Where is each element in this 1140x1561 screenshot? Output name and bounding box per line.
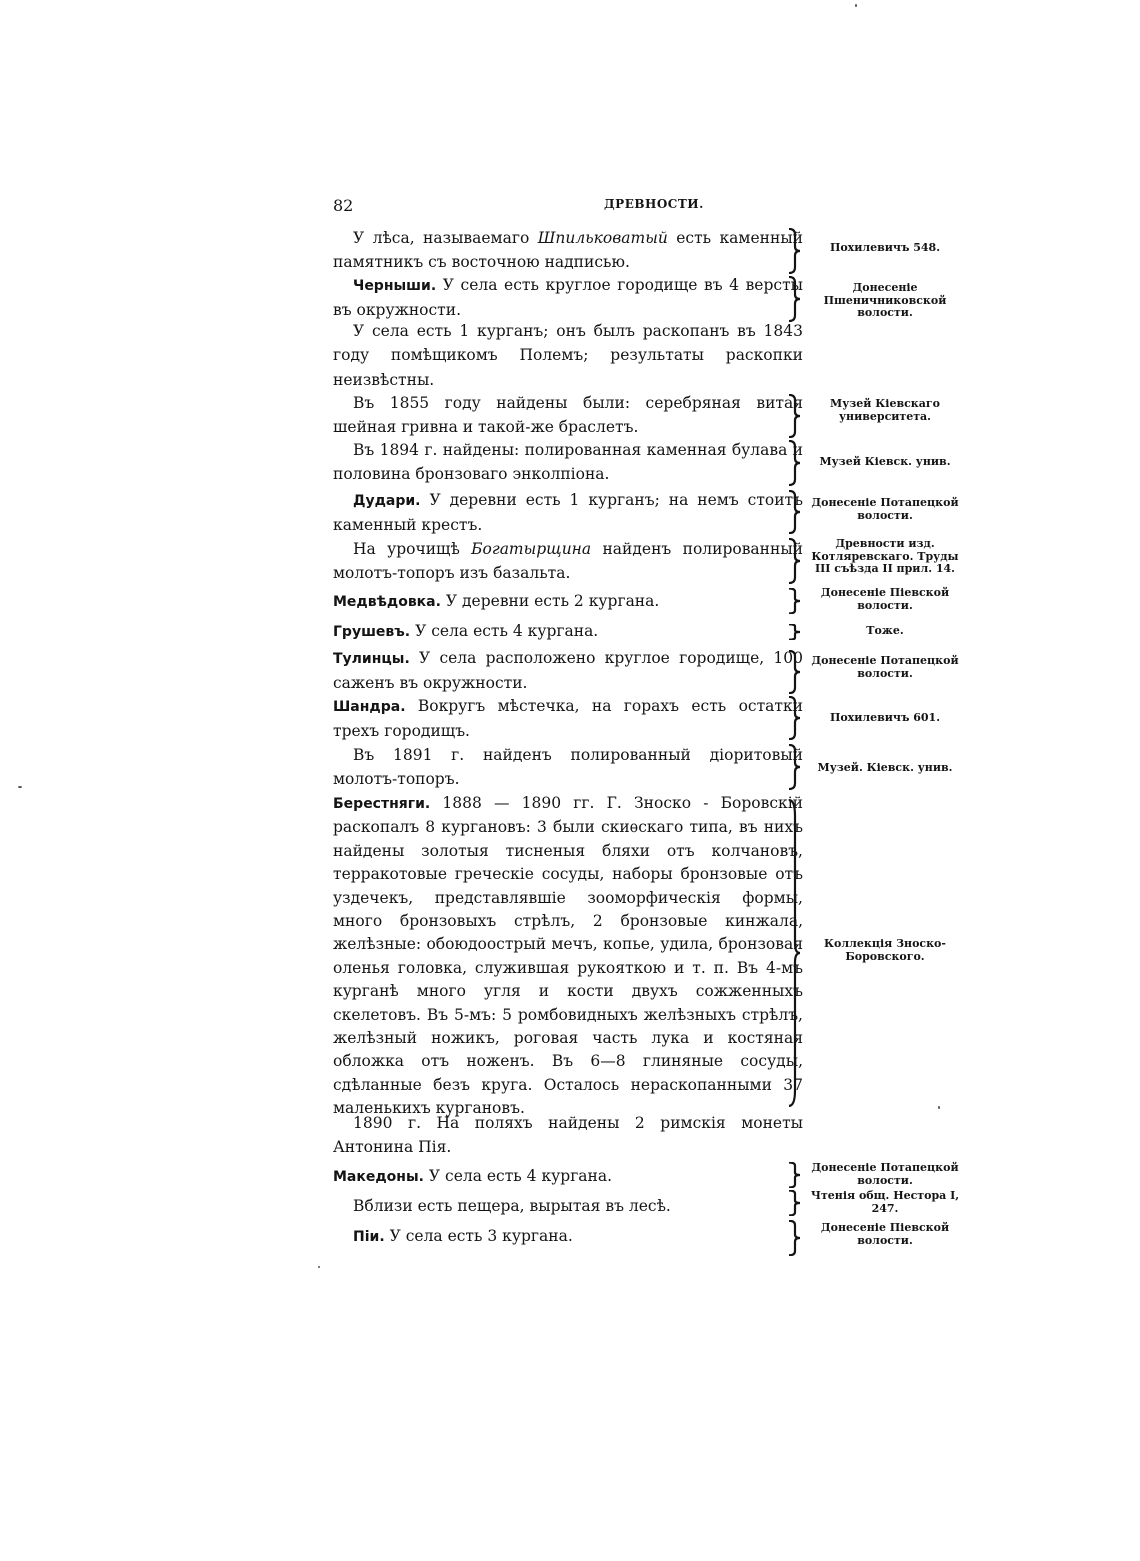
entry-bogatyrshchina [333,537,803,586]
marginal-note: Музей. Кіевск. унив. [817,761,953,774]
place-name: Тулинцы. [333,651,410,667]
place-name: Шандра. [333,699,406,715]
place-term: Богатырщина [471,540,592,558]
brace [786,744,802,790]
entry-berestnyagi [333,792,803,1121]
entry-text: У лѣса, называемаго Шпильковатый есть каменный памятникъ съ восточною надписью. [333,229,803,272]
brace [786,1162,802,1188]
place-name: Медвѣдовка. [333,594,441,610]
marginal-note: Коллекція Зноско-Боровского. [824,937,946,963]
scan-speck [855,4,857,7]
scan-speck [18,786,22,788]
brace [786,1190,802,1216]
marginal-note: Донесеніе Пшеничниковской волости. [823,281,947,319]
entry-text: Піи. У села есть 3 кургана. [353,1227,573,1245]
entry-1855 [333,391,803,440]
entry-makedony [333,1164,803,1189]
entry-dudari [333,488,803,538]
entry-kurgan-1843 [333,319,803,392]
place-name: Дудари. [353,493,421,509]
brace [786,490,802,534]
entry-shandra [333,694,803,744]
entry-text: Берестняги. 1888 — 1890 гг. Г. Зноско - Боровскій раскопалъ 8 кургановъ: 3 были скиѳскаго типа, въ нихъ найдены золотыя тисненыя бляхи отъ колчановъ, терракотовые греческіе сосуды, наборы бронзовые отъ уздечекъ, представлявшіе зооморфическія формы, много бронзовыхъ стрѣлъ, 2 бронзовые кинжала, желѣзные: обоюдоострый мечъ, копье, удила, бронзовая оленья головка, служившая рукояткою и т. п. Въ 4-мъ курганѣ много угля и кости двухъ сожженныхъ скелетовъ. Въ 5-мъ: 5 ромбовидныхъ желѣзныхъ стрѣлъ, желѣзный ножикъ, роговая часть лука и костяная обложка отъ ноженъ. Въ 6—8 глиняные сосуды, сдѣланные безъ круга. Осталось нераскопанными 37 маленькихъ кургановъ. [333,794,803,1118]
brace [786,440,802,486]
marginal-note: Донесеніе Піевской волости. [820,1221,950,1247]
entry-text: Въ 1891 г. найденъ полированный діоритовый молотъ-топоръ. [333,746,803,789]
brace [786,797,802,1109]
brace [786,1220,802,1256]
entry-shpilkovaty [333,226,803,275]
place-term: Шпильковатый [537,229,668,247]
brace [786,538,802,584]
entry-pii [333,1224,803,1249]
brace [786,276,802,322]
page-number: 82 [333,196,354,215]
brace [786,624,802,640]
scan-speck [318,1266,320,1268]
scan-speck [938,1106,940,1109]
entry-chernyshi [333,273,803,323]
entry-cave [333,1194,803,1218]
brace [786,588,802,614]
entry-text: Въ 1855 году найдены были: серебряная витая шейная гривна и такой-же браслетъ. [333,394,803,437]
marginal-note: Музей Кіевскаго университета. [830,397,940,423]
entry-grushev [333,619,803,644]
entry-medvedovka [333,589,803,614]
entry-1894 [333,438,803,487]
entry-1890-coins [333,1111,803,1160]
marginal-note: Музей Кіевск. унив. [819,455,951,468]
place-name: Черныши. [353,278,437,294]
entry-text: Дудари. У деревни есть 1 курганъ; на немъ стоитъ каменный крестъ. [333,491,803,535]
marginal-note: Чтенія общ. Нестора I, 247. [810,1189,960,1215]
marginal-note: Донесеніе Потапецкой волости. [811,1161,959,1187]
entry-tulintsy [333,646,803,696]
place-name: Піи. [353,1229,385,1245]
entry-text: На урочищѣ Богатырщина найденъ полированный молотъ-топоръ изъ базальта. [333,540,804,583]
brace [786,650,802,694]
entry-text: Въ 1894 г. найдены: полированная каменная булава и половина бронзоваго энколпіона. [333,441,803,484]
marginal-note: Донесеніе Потапецкой волости. [811,496,959,522]
entry-1891 [333,743,803,792]
place-name: Грушевъ. [333,624,411,640]
place-name: Берестняги. [333,796,431,812]
marginal-note: Похилевичъ 548. [829,241,941,254]
entry-text: Тулинцы. У села расположено круглое городище, 100 саженъ въ окружности. [333,649,803,693]
place-name: Македоны. [333,1169,424,1185]
entry-text: 1890 г. На поляхъ найдены 2 римскія монеты Антонина Пія. [333,1114,803,1157]
marginal-note: Донесеніе Піевской волости. [820,586,950,612]
entry-text: Шандра. Вокругъ мѣстечка, на горахъ есть остатки трехъ городищъ. [333,697,803,741]
entry-text: У села есть 1 курганъ; онъ былъ раскопанъ въ 1843 году помѣщикомъ Полемъ; результаты раскопки неизвѣстны. [333,322,803,389]
marginal-note: Тоже. [866,624,904,637]
brace [786,394,802,438]
marginal-note: Похилевичъ 601. [829,711,941,724]
running-title: ДРЕВНОСТИ. [604,197,704,211]
marginal-note: Древности изд. Котляревскаго. Труды III съѣзда II прил. 14. [811,537,959,575]
brace [786,228,802,274]
entry-text: Черныши. У села есть круглое городище въ 4 версты въ окружности. [333,276,803,320]
entry-text: Македоны. У села есть 4 кургана. [333,1167,613,1185]
entry-text: Вблизи есть пещера, вырытая въ лесѣ. [353,1197,671,1215]
entry-text: Грушевъ. У села есть 4 кургана. [333,622,599,640]
entry-text: Медвѣдовка. У деревни есть 2 кургана. [333,592,660,610]
brace [786,696,802,740]
marginal-note: Донесеніе Потапецкой волости. [811,654,959,680]
